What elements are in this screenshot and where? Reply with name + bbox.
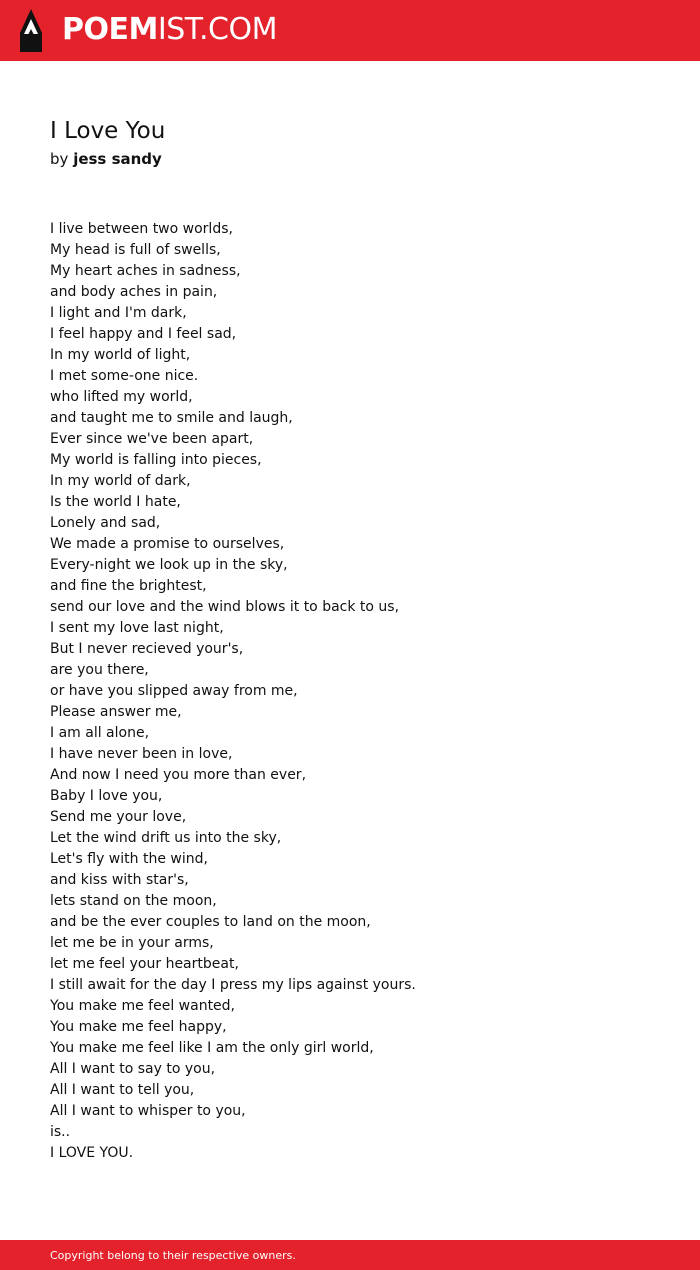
poem-line: Baby I love you,	[50, 788, 163, 804]
poem-line: and fine the brightest,	[50, 578, 207, 594]
poem-line: let me be in your arms,	[50, 935, 214, 951]
pencil-logo-icon[interactable]	[17, 9, 45, 52]
poem-byline	[50, 148, 162, 170]
poem-line: or have you slipped away from me,	[50, 683, 298, 699]
poem-line: and body aches in pain,	[50, 284, 218, 300]
poem-line: Ever since we've been apart,	[50, 431, 254, 447]
poem-line: But I never recieved your's,	[50, 641, 244, 657]
logo-bold-text: POEM	[62, 12, 158, 47]
poem-line: I LOVE YOU.	[50, 1145, 134, 1161]
poem-line: And now I need you more than ever,	[50, 767, 307, 783]
poem-line: Let's fly with the wind,	[50, 851, 208, 867]
by-label: by	[50, 150, 69, 168]
poem-line: is..	[50, 1124, 71, 1140]
poem-line: I met some-one nice.	[50, 368, 199, 384]
site-footer	[0, 1240, 700, 1270]
poem-line: Is the world I hate,	[50, 494, 181, 510]
copyright-text: Copyright belong to their respective owners.	[50, 1249, 296, 1262]
poem-line: and taught me to smile and laugh,	[50, 410, 293, 426]
poem-line: and be the ever couples to land on the moon,	[50, 914, 371, 930]
poem-line: I live between two worlds,	[50, 221, 233, 237]
poem-line: Let the wind drift us into the sky,	[50, 830, 282, 846]
poem-line: In my world of light,	[50, 347, 191, 363]
poem-line: All I want to whisper to you,	[50, 1103, 246, 1119]
poem-line: Lonely and sad,	[50, 515, 161, 531]
poem-line: You make me feel happy,	[50, 1019, 227, 1035]
poem-line: All I want to say to you,	[50, 1061, 216, 1077]
poem-line: My head is full of swells,	[50, 242, 221, 258]
poem-body	[50, 219, 670, 1164]
poem-line: Every-night we look up in the sky,	[50, 557, 288, 573]
poem-title: I Love You	[50, 118, 166, 144]
poem-line: You make me feel like I am the only girl world,	[50, 1040, 374, 1056]
poem-line: We made a promise to ourselves,	[50, 536, 285, 552]
poem-line: I sent my love last night,	[50, 620, 224, 636]
poem-line: You make me feel wanted,	[50, 998, 236, 1014]
poem-line: Send me your love,	[50, 809, 187, 825]
poem-line: All I want to tell you,	[50, 1082, 195, 1098]
author-name: jess sandy	[73, 150, 162, 168]
poem-line: I am all alone,	[50, 725, 150, 741]
poem-line: I have never been in love,	[50, 746, 233, 762]
poem-line: I still await for the day I press my lips against yours.	[50, 977, 416, 993]
logo-light-text: IST.COM	[157, 12, 277, 47]
site-header	[0, 0, 700, 61]
poem-line: let me feel your heartbeat,	[50, 956, 239, 972]
poem-line: Please answer me,	[50, 704, 182, 720]
poem-line: send our love and the wind blows it to back to us,	[50, 599, 400, 615]
poem-line: who lifted my world,	[50, 389, 193, 405]
site-logo[interactable]	[62, 11, 277, 49]
poem-line: My heart aches in sadness,	[50, 263, 241, 279]
poem-line: In my world of dark,	[50, 473, 191, 489]
poem-line: I feel happy and I feel sad,	[50, 326, 237, 342]
poem-line: My world is falling into pieces,	[50, 452, 262, 468]
poem-line: I light and I'm dark,	[50, 305, 187, 321]
poem-line: lets stand on the moon,	[50, 893, 217, 909]
poem-line: are you there,	[50, 662, 149, 678]
poem-line: and kiss with star's,	[50, 872, 189, 888]
